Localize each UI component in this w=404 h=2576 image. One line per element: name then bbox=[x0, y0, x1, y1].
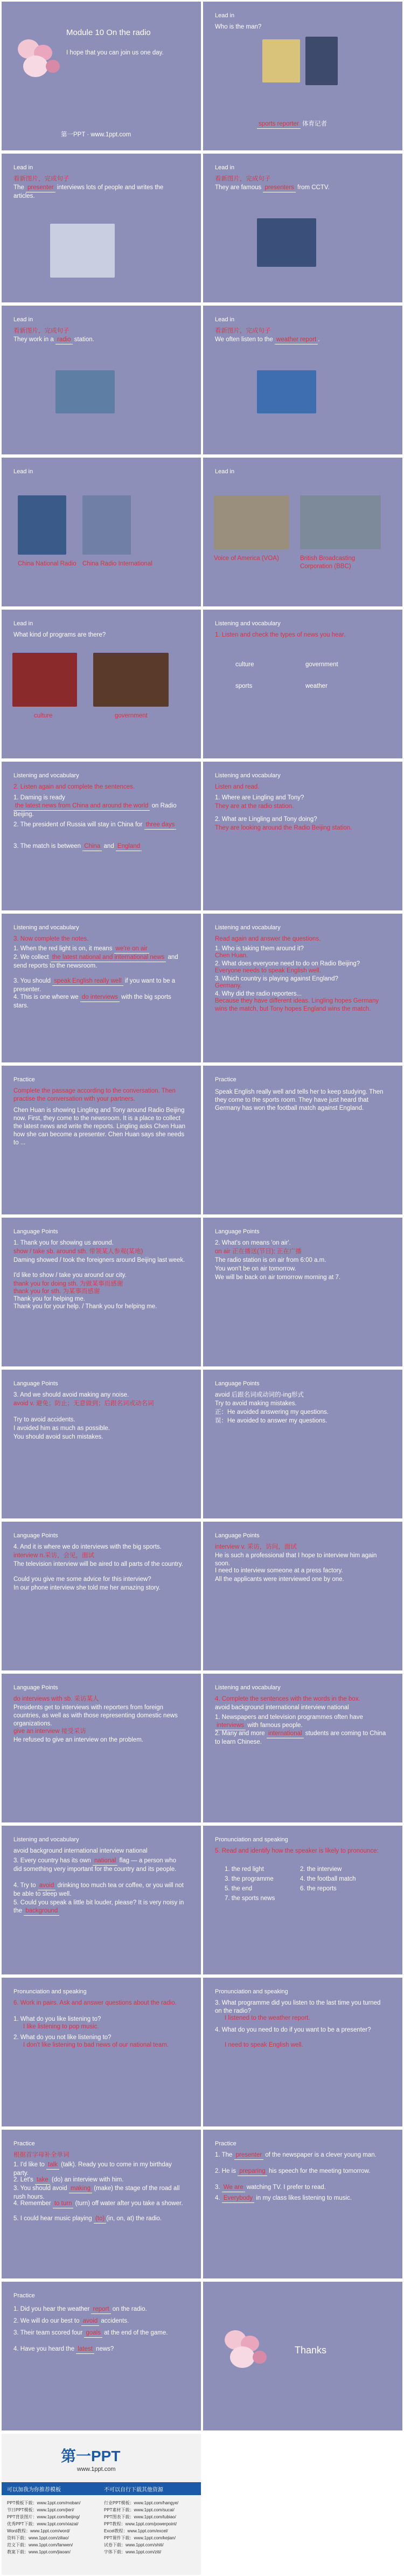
sentence-1: 1. I'd like to bbox=[13, 2161, 47, 2168]
answer-2: avoid bbox=[38, 1882, 56, 1890]
slide-lead-in-8 bbox=[2, 610, 201, 758]
task-text: 3. Now complete the notes. bbox=[13, 936, 89, 942]
item-2: 2. the interview bbox=[300, 1866, 342, 1873]
question-1: 1. What do you like listening to? bbox=[13, 2016, 101, 2022]
task-text: Complete the passage according to the conversation. Then practise the conversation with your partners. bbox=[13, 1088, 176, 1102]
point-5: You should avoid such mistakes. bbox=[13, 1434, 103, 1440]
word-box: avoid background international interview national bbox=[215, 1704, 349, 1711]
slide-listening-6 bbox=[203, 1674, 402, 1822]
slide-label: Language Points bbox=[13, 1380, 58, 1387]
answer-1: interviews bbox=[215, 1722, 246, 1730]
footer-link[interactable]: 试卷下载：www.1ppt.com/shiti/ bbox=[104, 2543, 164, 2547]
slide-lead-in-2 bbox=[2, 154, 201, 302]
slide-label: Pronunciation and speaking bbox=[13, 1988, 87, 1995]
item-1: 1. the red light bbox=[225, 1866, 264, 1873]
point-2: interview n.采访，会见，面试 bbox=[13, 1552, 95, 1559]
footer-link[interactable]: PPT课件下载：www.1ppt.com/kejian/ bbox=[104, 2536, 176, 2540]
slide-label: Listening and vocabulary bbox=[215, 620, 281, 627]
sentence-rest: from CCTV. bbox=[295, 184, 330, 191]
task-text: 2. Listen again and complete the sentences. bbox=[13, 784, 135, 790]
answer-2: three days bbox=[144, 821, 177, 830]
item-4: 4. the football match bbox=[300, 1876, 356, 1882]
slide-subtitle-text: I hope that you can join us one day. bbox=[66, 50, 164, 56]
sentence-3: 3. Their team scored four bbox=[13, 2330, 85, 2336]
slide-label: Practice bbox=[13, 1076, 35, 1083]
footer-link[interactable]: PPT背景图片：www.1ppt.com/beijing/ bbox=[7, 2515, 80, 2519]
caption-2: China Radio International bbox=[82, 561, 152, 567]
slide-language-2 bbox=[203, 1218, 402, 1366]
answer-1: Chen Huan. bbox=[215, 952, 248, 959]
sentence-4: 4. Remember bbox=[13, 2200, 53, 2207]
footer-col1-title: 可以加我为你推荐模板 bbox=[7, 2487, 61, 2493]
footer-link[interactable]: 教案下载：www.1ppt.com/jiaoan/ bbox=[7, 2550, 71, 2554]
sentence-2: 2. Many and more bbox=[215, 1730, 267, 1737]
caption-cn: 体育记者 bbox=[302, 121, 327, 127]
question-text: What kind of programs are there? bbox=[13, 632, 106, 638]
slide-label: Listening and vocabulary bbox=[13, 1836, 79, 1843]
point-4: I avoided him as much as possible. bbox=[13, 1425, 110, 1432]
slide-label: Listening and vocabulary bbox=[215, 1684, 281, 1691]
sentence-3: 5. Could you speak a little bit louder, please? It is very noisy in the bbox=[13, 1900, 184, 1914]
task-text: Listen and read. bbox=[215, 784, 260, 790]
sentence-1b: on the radio. bbox=[110, 2306, 147, 2312]
answer-1: I listened to the weather report. bbox=[225, 2015, 310, 2021]
sentence-2: 2. Let's bbox=[13, 2177, 35, 2183]
slide-practice-4 bbox=[203, 2130, 402, 2278]
task-text: 4. Complete the sentences with the words in the box. bbox=[215, 1696, 360, 1702]
sentence-3: 3. You should bbox=[13, 978, 53, 984]
slide-listening-4 bbox=[2, 914, 201, 1062]
slide-label: Language Points bbox=[215, 1228, 260, 1235]
footer-link[interactable]: 字体下载：www.1ppt.com/ziti/ bbox=[104, 2550, 162, 2554]
answer-2: Everyone needs to speak English well. bbox=[215, 968, 321, 974]
slide-title-text: Module 10 On the radio bbox=[66, 28, 151, 37]
slide-label: Lead in bbox=[215, 164, 235, 171]
slide-pronunciation-1 bbox=[203, 1826, 402, 1974]
option-government: government bbox=[305, 661, 338, 668]
slide-practice-2 bbox=[203, 1066, 402, 1214]
passage-text: Chen Huan is showing Lingling and Tony around Radio Beijing now. First, they come to the newsroom. It is a place to collect the latest news and write the reports. Lingling asks Chen Huan how she can become a presenter. Chen Huan says she needs to ... bbox=[13, 1107, 185, 1146]
slide-label: Language Points bbox=[13, 1684, 58, 1691]
point-1: 1. Thank you for showing us around. bbox=[13, 1240, 114, 1246]
answer-1: presenter bbox=[234, 2151, 264, 2160]
slide-label: Lead in bbox=[13, 468, 33, 475]
point-2: He is such a professional that I hope to interview him again soon. bbox=[215, 1552, 377, 1567]
sentence-2b: and send reports to the newsroom. bbox=[13, 954, 178, 969]
task-text: 1. Listen and check the types of news you hear. bbox=[215, 632, 346, 638]
footer-link[interactable]: PPT图表下载：www.1ppt.com/tubiao/ bbox=[104, 2515, 176, 2519]
point-7: Thank you for helping me. bbox=[13, 1296, 85, 1302]
sentence-3b: watching TV. I prefer to read. bbox=[245, 2184, 326, 2191]
answer-fill: presenter bbox=[26, 184, 55, 192]
sentence-4b: news? bbox=[94, 2346, 114, 2352]
answer-3: goals bbox=[84, 2329, 102, 2338]
answer-4: Everybody bbox=[222, 2194, 254, 2203]
point-2: show / take sb. around sth. 带领某人参观(某地) bbox=[13, 1248, 143, 1255]
sentence-rest: station. bbox=[72, 336, 94, 343]
question-2: 2. What do you not like listening to? bbox=[13, 2034, 112, 2041]
answer-3: Germany. bbox=[215, 983, 242, 989]
answer-3: We are bbox=[222, 2184, 245, 2192]
answer-1: report bbox=[91, 2305, 110, 2314]
sentence-3: 3. bbox=[215, 2184, 222, 2191]
answer-2: I don't like listening to bad news of our national team. bbox=[23, 2042, 169, 2048]
answer-3: China bbox=[82, 842, 102, 851]
slide-label: Language Points bbox=[215, 1380, 260, 1387]
footer-link[interactable]: 资料下载：www.1ppt.com/ziliao/ bbox=[7, 2536, 69, 2540]
slide-language-4 bbox=[203, 1370, 402, 1518]
answer-4: England bbox=[116, 842, 142, 851]
answer-3: background bbox=[24, 1907, 59, 1916]
bbc-building-image bbox=[300, 495, 381, 549]
question-1: 3. What programme did you listen to the last time you turned on the radio? bbox=[215, 2000, 381, 2014]
sentence-3b: at the end of the game. bbox=[102, 2330, 168, 2336]
answer-4: do interviews bbox=[80, 993, 120, 1002]
radio-station-image bbox=[55, 370, 115, 413]
slide-label: Listening and vocabulary bbox=[215, 924, 281, 931]
presenters-image bbox=[50, 224, 115, 278]
slide-label: Practice bbox=[13, 2140, 35, 2147]
slide-listening-1 bbox=[203, 610, 402, 758]
answer-1: They are at the radio station. bbox=[215, 803, 294, 810]
sentence-4: 4. bbox=[215, 2195, 222, 2201]
footer-link[interactable]: Word教程：www.1ppt.com/word/ bbox=[7, 2529, 70, 2533]
item-6: 6. the reports bbox=[300, 1886, 337, 1892]
point-1: avoid 后跟名词或动词的-ing形式 bbox=[215, 1392, 304, 1398]
sentence-2b: students are coming to China to learn Chinese. bbox=[215, 1730, 386, 1745]
answer-fill: presenters bbox=[263, 184, 295, 192]
slide-language-5 bbox=[2, 1522, 201, 1670]
footer-link[interactable]: 范文下载：www.1ppt.com/fanwen/ bbox=[7, 2543, 73, 2547]
footer-link[interactable]: 节日PPT模板：www.1ppt.com/jieri/ bbox=[7, 2508, 74, 2512]
question-4: 4. Why did the radio reporters... bbox=[215, 991, 302, 997]
caption-1: China National Radio bbox=[18, 561, 76, 567]
footer-ad-slide bbox=[2, 2434, 201, 2575]
sentence-2b: drinking too much tea or coffee, or you will not be able to sleep well. bbox=[13, 1882, 184, 1897]
sentence-2: 2. We collect bbox=[13, 954, 51, 961]
instruction-cn: 看新图片，完成句子 bbox=[13, 328, 69, 334]
slide-lead-in-1 bbox=[203, 2, 402, 150]
answer-3: making bbox=[69, 2185, 92, 2193]
slide-thanks bbox=[203, 2282, 402, 2430]
sentence-text: They are famous bbox=[215, 184, 263, 191]
sentence-1b: of the newspaper is a clever young man. bbox=[263, 2152, 377, 2158]
instruction-cn: 看新图片，完成句子 bbox=[215, 176, 271, 182]
slide-lead-in-3 bbox=[203, 154, 402, 302]
slide-label: Lead in bbox=[13, 316, 33, 323]
sentence-1: 1. The bbox=[215, 2152, 234, 2158]
point-3: Try to avoid accidents. bbox=[13, 1417, 75, 1423]
question-1: 1. Who is taking them around it? bbox=[215, 945, 304, 952]
cctv-presenters-image bbox=[257, 218, 316, 267]
slide-label: Lead in bbox=[13, 164, 33, 171]
reporter-image bbox=[305, 37, 338, 85]
item-7: 7. the sports news bbox=[225, 1895, 275, 1902]
sentence-1b: flag — a person who did something very important for the country and its people. bbox=[13, 1857, 177, 1873]
footer-site[interactable]: www.1ppt.com bbox=[77, 2466, 116, 2473]
footer-link[interactable]: PPT素材下载：www.1ppt.com/sucai/ bbox=[104, 2508, 175, 2512]
item-5: 5. the end bbox=[225, 1886, 253, 1892]
slide-lead-in-4 bbox=[2, 306, 201, 454]
point-1: do interviews with sb. 采访某人 bbox=[13, 1696, 99, 1702]
point-2: Presidents get to interviews with reporters from foreign countries, as well as with those representing domestic news organizations. bbox=[13, 1704, 178, 1727]
question-text: Who is the man? bbox=[215, 24, 262, 30]
slide-lead-in-6 bbox=[2, 458, 201, 606]
option-culture: culture bbox=[235, 661, 254, 668]
answer-fill: radio bbox=[55, 336, 73, 344]
slide-practice-5 bbox=[2, 2282, 201, 2430]
answer-2: preparing bbox=[238, 2167, 267, 2176]
point-4: You won't be on air tomorrow. bbox=[215, 1266, 296, 1272]
slide-lead-in-5 bbox=[203, 306, 402, 454]
question-1: 1. Where are Lingling and Tony? bbox=[215, 795, 304, 801]
slide-label: Listening and vocabulary bbox=[215, 772, 281, 779]
slide-title bbox=[2, 2, 201, 150]
sentence-1: 1. Newspapers and television programmes often have bbox=[215, 1714, 363, 1721]
answer-1: we're on air bbox=[114, 945, 149, 954]
sentence-5b: (in, on, at) the radio. bbox=[106, 2215, 162, 2222]
sentence-text: The bbox=[13, 184, 26, 191]
sentence-2: 2. He is bbox=[215, 2168, 238, 2174]
answer-2: avoid bbox=[81, 2317, 100, 2326]
footer-link[interactable]: 优秀PPT下载：www.1ppt.com/xiazai/ bbox=[7, 2522, 79, 2526]
answer-fill: weather report bbox=[275, 336, 318, 344]
slide-label: Listening and vocabulary bbox=[13, 772, 79, 779]
caption-2: government bbox=[115, 713, 148, 719]
sentence-2: 2. We will do our best to bbox=[13, 2318, 81, 2324]
footer-link[interactable]: PPT教程：www.1ppt.com/powerpoint/ bbox=[104, 2522, 177, 2526]
point-2: avoid v. 避免；防止；无意做到；后跟名词或动名词 bbox=[13, 1400, 154, 1407]
slide-label: Language Points bbox=[13, 1532, 58, 1539]
sentence-4b: in my class likes listening to music. bbox=[254, 2195, 352, 2201]
question-3: 3. Which country is playing against England? bbox=[215, 976, 338, 982]
answer-2: I need to speak English well. bbox=[225, 2042, 303, 2048]
sentence-1: 1. Daming is ready bbox=[13, 795, 65, 801]
question-2: 2. What are Lingling and Tony doing? bbox=[215, 816, 317, 823]
slide-practice-1 bbox=[2, 1066, 201, 1214]
sentence-4: 4. This is one where we bbox=[13, 994, 80, 1000]
culture-image bbox=[12, 653, 77, 707]
slide-language-1 bbox=[2, 1218, 201, 1366]
footer-link[interactable]: Excel教程：www.1ppt.com/excel/ bbox=[104, 2529, 168, 2533]
footer-link[interactable]: PPT模板下载：www.1ppt.com/moban/ bbox=[7, 2501, 81, 2505]
footer-link[interactable]: 行业PPT模板：www.1ppt.com/hangye/ bbox=[104, 2501, 179, 2505]
point-4: 误：He avoided to answer my questions. bbox=[215, 1418, 328, 1424]
point-4: He refused to give an interview on the problem. bbox=[13, 1737, 143, 1743]
point-5: We will be back on air tomorrow morning at 7. bbox=[215, 1274, 341, 1281]
answer-4: latest bbox=[76, 2345, 94, 2354]
house-image bbox=[262, 39, 300, 82]
point-3: The radio station is on air from 6:00 a.m. bbox=[215, 1257, 326, 1263]
point-6: thank you for sth. 为某事而感谢 bbox=[13, 1288, 100, 1295]
sentence-rest: . bbox=[318, 336, 320, 343]
answer-1: the latest news from China and around the world bbox=[13, 802, 150, 811]
sentence-1b: on Radio Beijing. bbox=[13, 803, 177, 818]
point-3: Daming showed / took the foreigners around Beijing last week. bbox=[13, 1257, 185, 1263]
sentence-2: 4. Try to bbox=[13, 1882, 38, 1889]
slide-label: Practice bbox=[13, 2292, 35, 2299]
point-5: thank you for doing sth. 为做某事而感谢 bbox=[13, 1281, 123, 1287]
caption-1: Voice of America (VOA) bbox=[214, 555, 279, 562]
sentence-3b: (make) the stage of the road all rush hours. bbox=[13, 2185, 180, 2200]
instruction-cn: 看新图片，完成句子 bbox=[215, 328, 271, 334]
point-1: 4. And it is where we do interviews with the big sports. bbox=[13, 1544, 162, 1550]
slide-listening-5 bbox=[203, 914, 402, 1062]
point-3: 正：He avoided answering my questions. bbox=[215, 1409, 329, 1415]
sentence-2b: (do) an interview with him. bbox=[50, 2177, 124, 2183]
task-text: 6. Work in pairs. Ask and answer questions about the radio. bbox=[13, 2000, 177, 2006]
slide-listening-3 bbox=[203, 762, 402, 910]
sentence-text: We often listen to the bbox=[215, 336, 275, 343]
word-box: avoid background international interview national bbox=[13, 1848, 148, 1854]
slide-language-6 bbox=[203, 1522, 402, 1670]
point-1: 2. What's on means 'on air'. bbox=[215, 1240, 291, 1246]
sentence-1: 1. Did you hear the weather bbox=[13, 2306, 92, 2312]
answer-2: They are looking around the Radio Beijing station. bbox=[215, 825, 352, 831]
slide-listening-2 bbox=[2, 762, 201, 910]
sentence-text: They work in a bbox=[13, 336, 55, 343]
answer-1: talk bbox=[46, 2161, 59, 2170]
footer-links-col1 bbox=[7, 2499, 101, 2556]
answer-4: Because they have different ideas. Lingling hopes Germany wins the match, but Tony hopes England wins the match. bbox=[215, 998, 379, 1012]
point-8: Thank you for your help. / Thank you for helping me. bbox=[13, 1303, 157, 1310]
instruction-cn: 看新图片，完成句子 bbox=[13, 176, 69, 182]
sentence-4b: with the big sports stars. bbox=[13, 994, 171, 1009]
sentence-rest: interviews lots of people and writes the articles. bbox=[13, 184, 164, 199]
caption-2: British Broadcasting Corporation (BBC) bbox=[300, 555, 356, 570]
slide-label: Practice bbox=[215, 1076, 236, 1083]
sentence-1b: (talk). Ready you to come in my birthday party. bbox=[13, 2161, 172, 2177]
caption-1: culture bbox=[34, 713, 53, 719]
brand-text: 第一PPT · www.1ppt.com bbox=[61, 132, 131, 138]
slide-language-3 bbox=[2, 1370, 201, 1518]
slide-label: Language Points bbox=[13, 1228, 58, 1235]
sentence-1: 3. Every country has its own bbox=[13, 1857, 93, 1864]
government-image bbox=[93, 653, 169, 707]
question-2: 4. What do you need to do if you want to be a presenter? bbox=[215, 2027, 371, 2033]
passage-text: Speak English really well and tells her to keep studying. Then they come to the sports room. They have just heard that Germany has won the football match against England. bbox=[215, 1089, 384, 1111]
sentence-2: 2. The president of Russia will stay in China for bbox=[13, 821, 144, 828]
answer-2: the latest national and international news bbox=[51, 954, 166, 962]
sentence-2b: accidents. bbox=[99, 2318, 129, 2324]
sentence-1: 1. When the red light is on, it means bbox=[13, 945, 114, 952]
sentence-4b: (turn) off water after you take a shower. bbox=[73, 2200, 183, 2207]
point-3: The television interview will be aired to all parts of the country. bbox=[13, 1561, 183, 1567]
slide-language-7 bbox=[2, 1674, 201, 1822]
sentence-3: 3. The match is between bbox=[13, 843, 83, 850]
instruction-cn: 根据首字母补全单词 bbox=[13, 2152, 69, 2158]
slide-listening-7 bbox=[2, 1826, 201, 1974]
slide-pronunciation-2 bbox=[2, 1978, 201, 2126]
point-4: Could you give me some advice for this interview? bbox=[13, 1576, 151, 1583]
slide-practice-3 bbox=[2, 2130, 201, 2278]
caption-fill: sports reporter bbox=[257, 120, 301, 129]
point-1: interview v. 采访，访问，面试 bbox=[215, 1544, 297, 1550]
sentence-3b: if you want to be a presenter. bbox=[13, 978, 176, 993]
answer-2: international bbox=[267, 1730, 304, 1738]
point-1: 3. And we should avoid making any noise. bbox=[13, 1392, 129, 1398]
question-2: 2. What does everyone need to do on Radio Beijing? bbox=[215, 961, 360, 967]
voa-building-image bbox=[214, 495, 289, 549]
cri-building-image bbox=[82, 495, 131, 555]
option-sports: sports bbox=[235, 683, 253, 689]
weather-report-image bbox=[257, 370, 316, 413]
footer-col2-title: 不可以自行下载其他资源 bbox=[104, 2487, 163, 2493]
sentence-2b: his speech for the meeting tomorrow. bbox=[267, 2168, 371, 2174]
footer-logo: 第一PPT bbox=[61, 2448, 121, 2464]
slide-label: Language Points bbox=[215, 1532, 260, 1539]
option-weather: weather bbox=[305, 683, 328, 689]
point-2: on air 正在播送(节目); 正在广播 bbox=[215, 1248, 302, 1255]
slide-label: Pronunciation and speaking bbox=[215, 1836, 288, 1843]
point-4: All the applicants were interviewed one by one. bbox=[215, 1576, 344, 1583]
point-2: Try to avoid making mistakes. bbox=[215, 1400, 297, 1407]
thanks-text: Thanks bbox=[295, 2345, 327, 2356]
sentence-3b: and bbox=[102, 843, 116, 850]
slide-label: Lead in bbox=[215, 12, 235, 19]
slide-lead-in-7 bbox=[203, 458, 402, 606]
point-4: I'd like to show / take you around our city. bbox=[13, 1272, 127, 1279]
hearts-decoration bbox=[219, 2325, 278, 2373]
footer-links-col2 bbox=[104, 2499, 198, 2556]
answer-5: (to) bbox=[94, 2215, 106, 2223]
answer-4: to turn bbox=[53, 2200, 74, 2208]
slide-label: Lead in bbox=[215, 316, 235, 323]
answer-3: speak English really well bbox=[52, 977, 123, 986]
slide-label: Practice bbox=[215, 2140, 236, 2147]
task-text: 5. Read and identify how the speaker is likely to pronounce: bbox=[215, 1848, 379, 1854]
slide-pronunciation-3 bbox=[203, 1978, 402, 2126]
slide-label: Pronunciation and speaking bbox=[215, 1988, 288, 1995]
answer-2: take bbox=[35, 2176, 50, 2185]
sentence-3: 3. You should avoid bbox=[13, 2185, 69, 2192]
sentence-4: 4. Have you heard the bbox=[13, 2346, 76, 2352]
task-text: Read again and answer the questions. bbox=[215, 936, 321, 942]
sentence-5: 5. I could hear music playing bbox=[13, 2215, 94, 2222]
answer-1: national bbox=[93, 1857, 117, 1866]
point-3: give an interview 接受采访 bbox=[13, 1728, 86, 1735]
slide-label: Listening and vocabulary bbox=[13, 924, 79, 931]
hearts-decoration bbox=[12, 34, 72, 82]
answer-1: I like listening to pop music. bbox=[23, 2023, 99, 2030]
slide-label: Lead in bbox=[215, 468, 235, 475]
point-5: In our phone interview she told me her amazing story. bbox=[13, 1585, 161, 1591]
sentence-1b: with famous people. bbox=[246, 1722, 303, 1729]
point-3: I need to interview someone at a press factory. bbox=[215, 1567, 343, 1574]
slide-label: Lead in bbox=[13, 620, 33, 627]
item-3: 3. the programme bbox=[225, 1876, 274, 1882]
cnr-building-image bbox=[18, 495, 66, 555]
